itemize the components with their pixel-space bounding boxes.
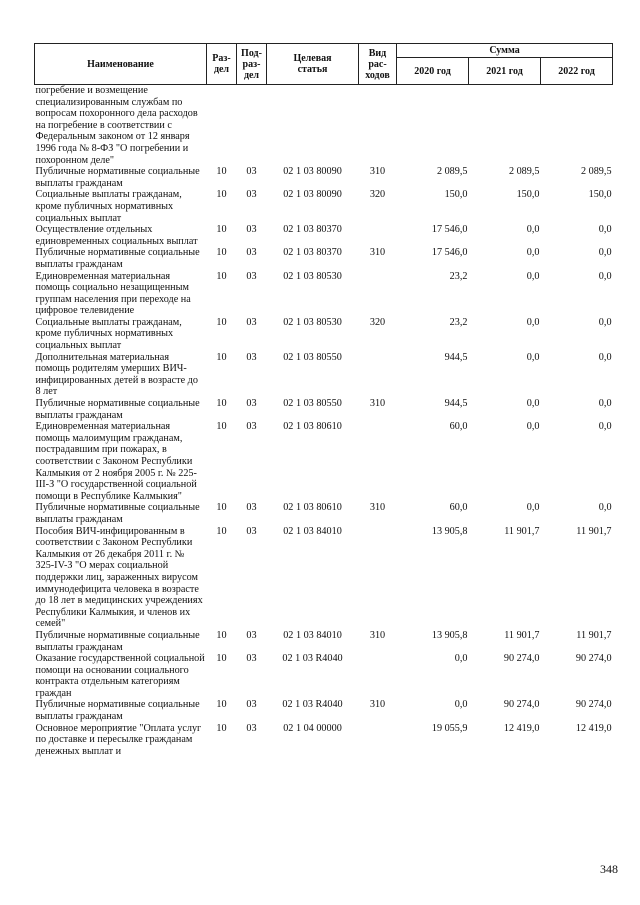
cell-2021: 0,0 <box>526 316 540 328</box>
cell-2020: 23,2 <box>449 270 468 282</box>
cell-target: 02 1 03 80550 <box>283 398 342 410</box>
cell-2021: 90 274,0 <box>503 653 540 665</box>
cell-name: Публичные нормативные социальные выплаты гражданам <box>35 699 200 723</box>
cell-razdel: 10 <box>216 247 227 259</box>
cell-vid <box>359 421 397 502</box>
cell-razdel: 10 <box>216 270 227 282</box>
cell-name: Публичные нормативные социальные выплаты гражданам <box>35 398 200 421</box>
cell-podrazdel: 03 <box>246 699 257 711</box>
cell-vid <box>359 653 397 699</box>
cell-podrazdel: 03 <box>246 189 257 201</box>
table-row <box>35 723 613 758</box>
cell-vid: 310 <box>369 166 386 178</box>
cell-name: Публичные нормативные социальные выплаты гражданам <box>35 502 200 525</box>
cell-2021: 11 901,7 <box>504 525 540 537</box>
cell-vid <box>359 224 397 247</box>
cell-razdel: 10 <box>216 421 227 433</box>
cell-razdel: 10 <box>216 629 227 641</box>
cell-2021: 0,0 <box>526 270 540 282</box>
header-podrazdel <box>237 44 267 85</box>
cell-2022: 2 089,5 <box>580 166 612 178</box>
cell-2020: 60,0 <box>449 502 468 514</box>
cell-name: погребение и возмещение специализированным службам по вопросам похоронного дела расходов на погребение в соответствии с Федеральным законом от 12 января 1996 года № 8-ФЗ "О погребении и похоронном деле" <box>35 85 198 166</box>
cell-podrazdel: 03 <box>246 722 257 734</box>
cell-vid <box>359 352 397 398</box>
cell-2020: 150,0 <box>444 189 468 201</box>
header-2022: 2022 год <box>541 58 613 85</box>
cell-2022: 0,0 <box>598 270 612 282</box>
cell-2020: 17 546,0 <box>431 224 468 236</box>
cell-razdel: 10 <box>216 189 227 201</box>
header-target-text: Целевая статья <box>293 53 332 75</box>
cell-vid: 310 <box>369 398 386 410</box>
table-row <box>35 653 613 699</box>
table-row <box>35 166 613 189</box>
cell-2021: 0,0 <box>526 398 540 410</box>
cell-2021: 12 419,0 <box>503 722 540 734</box>
header-target <box>267 44 359 85</box>
header-razdel <box>207 44 237 85</box>
cell-podrazdel: 03 <box>246 224 257 236</box>
table-row <box>35 526 613 630</box>
cell-2022: 0,0 <box>598 502 612 514</box>
cell-2021: 0,0 <box>526 224 540 236</box>
cell-target: 02 1 03 80370 <box>283 247 342 259</box>
cell-razdel: 10 <box>216 166 227 178</box>
page-number: 348 <box>600 862 618 876</box>
cell-podrazdel: 03 <box>246 653 257 665</box>
cell-2022: 90 274,0 <box>575 653 612 665</box>
cell-2022 <box>541 85 613 167</box>
cell-podrazdel: 03 <box>246 398 257 410</box>
table-row <box>35 189 613 224</box>
cell-name: Публичные нормативные социальные выплаты гражданам <box>35 247 200 270</box>
header-vid <box>359 44 397 85</box>
cell-2020: 17 546,0 <box>431 247 468 259</box>
cell-target: 02 1 03 80090 <box>283 189 342 201</box>
table-row <box>35 421 613 502</box>
cell-2022: 0,0 <box>598 247 612 259</box>
cell-2020 <box>397 85 469 167</box>
cell-vid: 310 <box>369 629 386 641</box>
cell-2021 <box>469 85 541 167</box>
cell-target: 02 1 03 84010 <box>283 629 342 641</box>
cell-vid <box>359 526 397 630</box>
cell-2020: 0,0 <box>454 699 468 711</box>
table-row <box>35 502 613 525</box>
cell-name: Основное мероприятие "Оплата услуг по доставке и пересылке гражданам денежных выплат и <box>35 722 202 757</box>
cell-razdel: 10 <box>216 502 227 514</box>
header-2020: 2020 год <box>397 58 469 85</box>
cell-2022: 11 901,7 <box>576 525 612 537</box>
cell-2022: 0,0 <box>598 224 612 236</box>
header-vid-text: Вид рас- ходов <box>365 47 390 81</box>
cell-2020: 13 905,8 <box>431 525 468 537</box>
table-row <box>35 271 613 317</box>
cell-vid: 310 <box>369 247 386 259</box>
cell-vid <box>359 271 397 317</box>
cell-podrazdel: 03 <box>246 316 257 328</box>
cell-razdel: 10 <box>216 224 227 236</box>
cell-2022: 12 419,0 <box>575 722 612 734</box>
cell-2021: 0,0 <box>526 421 540 433</box>
table-row <box>35 247 613 270</box>
header-podrazdel-text: Под- раз- дел <box>241 47 262 81</box>
table-row <box>35 630 613 653</box>
cell-name: Публичные нормативные социальные выплаты гражданам <box>35 629 200 653</box>
cell-2020: 944,5 <box>444 351 468 363</box>
table-row <box>35 699 613 722</box>
header-razdel-text: Раз- дел <box>212 53 231 75</box>
cell-target <box>267 85 359 167</box>
header-name: Наименование <box>35 44 207 85</box>
cell-podrazdel: 03 <box>246 166 257 178</box>
cell-2021: 2 089,5 <box>508 166 540 178</box>
cell-2021: 0,0 <box>526 502 540 514</box>
cell-name: Социальные выплаты гражданам, кроме публичных нормативных социальных выплат <box>35 189 182 224</box>
cell-podrazdel: 03 <box>246 525 257 537</box>
cell-target: 02 1 03 80530 <box>283 270 342 282</box>
cell-2021: 11 901,7 <box>504 629 540 641</box>
cell-razdel: 10 <box>216 653 227 665</box>
table-row <box>35 352 613 398</box>
cell-2022: 0,0 <box>598 351 612 363</box>
budget-table <box>34 43 613 757</box>
cell-2021: 90 274,0 <box>503 699 540 711</box>
cell-name: Единовременная материальная помощь социально незащищенным группам населения при переходе на цифровое телевидение <box>35 270 191 317</box>
cell-vid: 310 <box>369 699 386 711</box>
cell-target: 02 1 03 R4040 <box>282 699 343 711</box>
cell-2021: 0,0 <box>526 351 540 363</box>
cell-name: Единовременная материальная помощь малоимущим гражданам, пострадавшим при пожарах, в соответствии с Законом Республики Калмыкия от 2 ноября 2005 г. № 225-III-З "О государственной социальной помощи в Республике Калмыкия" <box>35 421 197 502</box>
cell-name: Оказание государственной социальной помощи на основании социального контракта отдельным категориям граждан <box>35 653 205 699</box>
cell-target: 02 1 03 84010 <box>283 525 342 537</box>
cell-podrazdel: 03 <box>246 421 257 433</box>
cell-2020: 23,2 <box>449 316 468 328</box>
cell-2020: 2 089,5 <box>436 166 468 178</box>
cell-name: Дополнительная материальная помощь родителям умерших ВИЧ-инфицированных детей в возрасте до 8 лет <box>35 351 198 398</box>
cell-podrazdel: 03 <box>246 502 257 514</box>
cell-2022: 0,0 <box>598 316 612 328</box>
cell-razdel: 10 <box>216 699 227 711</box>
table-row <box>35 85 613 167</box>
table-body <box>35 85 613 758</box>
table-row <box>35 224 613 247</box>
cell-vid: 320 <box>369 316 386 328</box>
cell-target: 02 1 03 80090 <box>283 166 342 178</box>
cell-name: Пособия ВИЧ-инфицированным в соответствии с Законом Республики Калмыкия от 26 декабря 2011 г. № 325-IV-З "О мерах социальной поддержки лиц, зараженных вирусом иммунодефицита человека в возрасте до 18 лет в медицинских учреждениях Республики Калмыкия, и членов их семей" <box>35 525 203 630</box>
cell-2020: 0,0 <box>454 653 468 665</box>
cell-name: Публичные нормативные социальные выплаты гражданам <box>35 166 200 189</box>
cell-2020: 19 055,9 <box>431 722 468 734</box>
cell-vid <box>359 85 397 167</box>
cell-2020: 13 905,8 <box>431 629 468 641</box>
cell-target: 02 1 03 80530 <box>283 316 342 328</box>
cell-vid <box>359 723 397 758</box>
cell-vid: 310 <box>369 502 386 514</box>
cell-target: 02 1 03 80610 <box>283 502 342 514</box>
cell-2020: 60,0 <box>449 421 468 433</box>
cell-2022: 11 901,7 <box>576 629 612 641</box>
table-row <box>35 317 613 352</box>
cell-2022: 150,0 <box>588 189 612 201</box>
cell-target: 02 1 03 R4040 <box>282 653 343 665</box>
cell-target: 02 1 03 80370 <box>283 224 342 236</box>
cell-razdel: 10 <box>216 722 227 734</box>
cell-target: 02 1 03 80550 <box>283 351 342 363</box>
cell-2022: 0,0 <box>598 398 612 410</box>
cell-2022: 90 274,0 <box>575 699 612 711</box>
cell-razdel: 10 <box>216 316 227 328</box>
cell-razdel <box>207 85 237 167</box>
cell-vid: 320 <box>369 189 386 201</box>
cell-2022: 0,0 <box>598 421 612 433</box>
cell-podrazdel: 03 <box>246 629 257 641</box>
cell-podrazdel: 03 <box>246 270 257 282</box>
cell-target: 02 1 04 00000 <box>283 722 342 734</box>
table-row <box>35 398 613 421</box>
cell-2021: 0,0 <box>526 247 540 259</box>
header-2021: 2021 год <box>469 58 541 85</box>
cell-podrazdel: 03 <box>246 247 257 259</box>
cell-razdel: 10 <box>216 398 227 410</box>
cell-2020: 944,5 <box>444 398 468 410</box>
table-header <box>35 44 613 85</box>
header-summa: Сумма <box>397 44 613 58</box>
cell-2021: 150,0 <box>516 189 540 201</box>
cell-name: Осуществление отдельных единовременных социальных выплат <box>35 224 198 247</box>
cell-razdel: 10 <box>216 525 227 537</box>
cell-podrazdel <box>237 85 267 167</box>
cell-name: Социальные выплаты гражданам, кроме публичных нормативных социальных выплат <box>35 316 182 352</box>
cell-podrazdel: 03 <box>246 351 257 363</box>
cell-target: 02 1 03 80610 <box>283 421 342 433</box>
cell-razdel: 10 <box>216 351 227 363</box>
